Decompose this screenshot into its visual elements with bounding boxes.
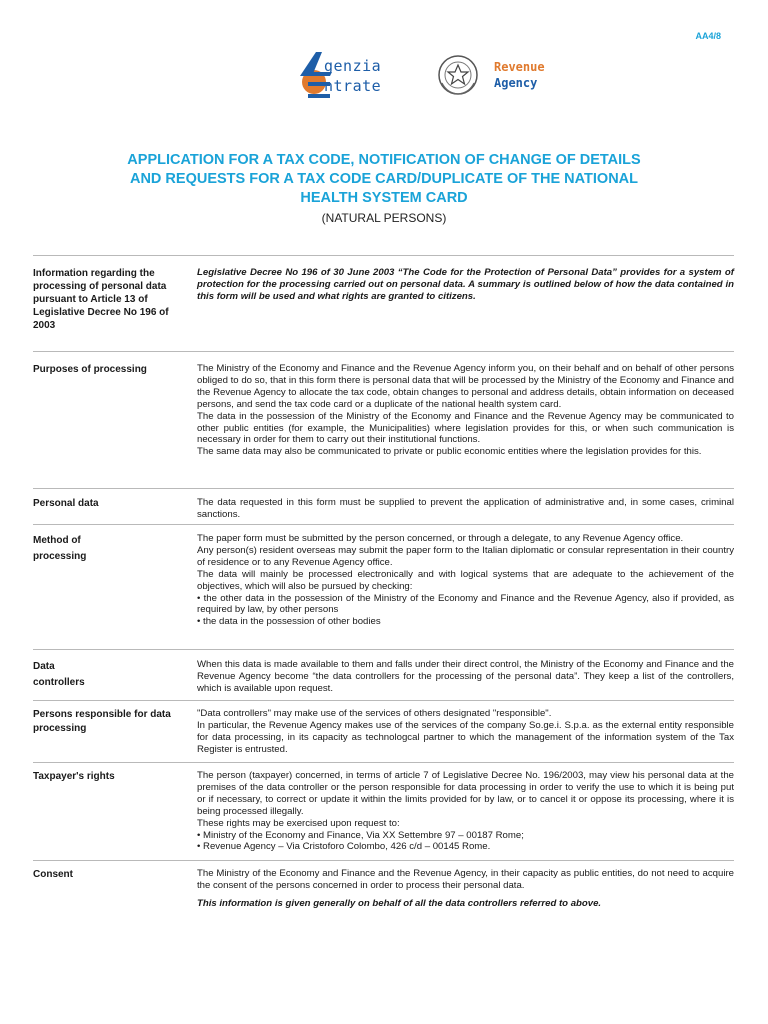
section-label: Personal data <box>33 498 99 509</box>
logo-agenzia-text: genzia <box>324 57 382 75</box>
privacy-info-table <box>33 255 734 918</box>
bullet-item: • Revenue Agency – Via Cristoforo Colombo, 426 c/d – 00145 Rome. <box>197 841 491 853</box>
paragraph: When this data is made available to them and falls under their direct control, the Ministry of the Economy and Finance and the Revenue Agency become “the data controllers for the processing of the personal data”. They keep a list of the controllers, which is available upon request. <box>197 659 734 694</box>
section-rights <box>33 762 734 854</box>
section-content <box>197 267 734 340</box>
section-controllers <box>33 649 734 695</box>
section-responsible <box>33 700 734 756</box>
section-personal-data <box>33 488 734 520</box>
closing-note: This information is given generally on behalf of all the data controllers referred to above. <box>197 897 602 909</box>
bullet-item: • Ministry of the Economy and Finance, Via XX Settembre 97 – 00187 Rome; <box>197 829 524 841</box>
paragraph: The data in the possession of the Ministry of the Economy and Finance and the Revenue Agency may be communicated to other public entities (for example, the Municipalities) where legislation provides for this, or when such communication is necessary in order for them to carry out their institutional functions. <box>197 410 734 446</box>
logo-agency-text: Agency <box>494 76 538 90</box>
title-line-1: APPLICATION FOR A TAX CODE, NOTIFICATION OF CHANGE OF DETAILS <box>127 152 641 168</box>
section-purposes <box>33 351 734 483</box>
section-content <box>197 708 734 756</box>
intro-text: Legislative Decree No 196 of 30 June 2003 “The Code for the Protection of Personal Data” provides for a system of protection for the processing carried out on personal data. A summary is outlined below of how the data contained in this form will be used and what rights are granted to citizens. <box>197 267 734 302</box>
agency-logo <box>296 48 566 102</box>
document-title <box>60 151 708 208</box>
section-label: Taxpayer's rights <box>33 771 115 782</box>
section-content <box>197 533 734 645</box>
section-label: Consent <box>33 869 73 880</box>
document-subtitle: (NATURAL PERSONS) <box>321 211 447 225</box>
logo-revenue-text: Revenue <box>494 60 545 74</box>
paragraph: The data requested in this form must be supplied to prevent the application of administrative and, in some cases, criminal sanctions. <box>197 497 734 520</box>
paragraph: These rights may be exercised upon request to: <box>197 817 400 829</box>
paragraph: The paper form must be submitted by the person concerned, or through a delegate, to any Revenue Agency office. <box>197 533 684 544</box>
title-line-2: AND REQUESTS FOR A TAX CODE CARD/DUPLICATE OF THE NATIONAL <box>129 171 639 187</box>
form-code: AA4/8 <box>695 31 721 41</box>
paragraph: The person (taxpayer) concerned, in terms of article 7 of Legislative Decree No. 196/2003, may view his personal data at the premises of the data controller or the person responsible for data processing in order to verify the use to which it is being put or if necessary, to correct or update it within the limits provided for by law, or to cancel it or oppose its processing, where it is being processed illegally. <box>197 770 734 817</box>
section-consent <box>33 860 734 918</box>
italian-emblem-icon <box>437 53 479 97</box>
section-method <box>33 524 734 645</box>
section-content <box>197 659 734 695</box>
logo-entrate-text: ntrate <box>324 77 382 95</box>
paragraph: Any person(s) resident overseas may submit the paper form to the Italian diplomatic or consular representation in their country of residence or to any Revenue Agency office. <box>197 544 734 568</box>
paragraph: The data will mainly be processed electronically and with logical systems that are adequate to the achievement of the objectives, which will also be pursued by checking: <box>197 568 734 592</box>
paragraph: The Ministry of the Economy and Finance and the Revenue Agency inform you, on their behalf and on behalf of other persons obliged to do so, that in this form there is personal data that will be processed by the Ministry of the Economy and Finance and the Revenue Agency to allocate the tax code, obtain changes to personal and address details, obtain information on deceased persons, and send the tax code card or a duplicate of the national health system card. <box>197 363 734 410</box>
section-label: Persons responsible for data processing <box>33 709 171 734</box>
section-content <box>197 497 734 520</box>
bullet-item: • the other data in the possession of the Ministry of the Economy and Finance and the Revenue Agency, also if provided, as required by law, by other persons <box>197 592 734 616</box>
bullet-item: • the data in the possession of other bodies <box>197 616 381 628</box>
section-info <box>33 255 734 340</box>
section-content <box>197 363 734 483</box>
section-content <box>197 770 734 854</box>
section-content <box>197 868 734 918</box>
section-label: Information regarding the processing of personal data pursuant to Article 13 of Legislative Decree No 196 of 2003 <box>33 268 169 331</box>
title-line-3: HEALTH SYSTEM CARD <box>300 190 468 206</box>
section-label: Method of processing <box>33 535 87 562</box>
paragraph: "Data controllers" may make use of the services of others designated "responsible". <box>197 708 552 719</box>
paragraph: The same data may also be communicated to private or public economic entities where the legislation provides for this. <box>197 446 702 458</box>
section-label: Data controllers <box>33 661 85 688</box>
paragraph: The Ministry of the Economy and Finance and the Revenue Agency, in their capacity as public entities, do not need to acquire the consent of the persons concerned in order to process their personal data. <box>197 868 734 891</box>
paragraph: In particular, the Revenue Agency makes use of the services of the company So.ge.i. S.p.a. as the external entity responsible for data processing, in its capacity as technologcal partner to which the management of the information system of the Tax Register is entrusted. <box>197 719 734 755</box>
section-label: Purposes of processing <box>33 364 147 375</box>
